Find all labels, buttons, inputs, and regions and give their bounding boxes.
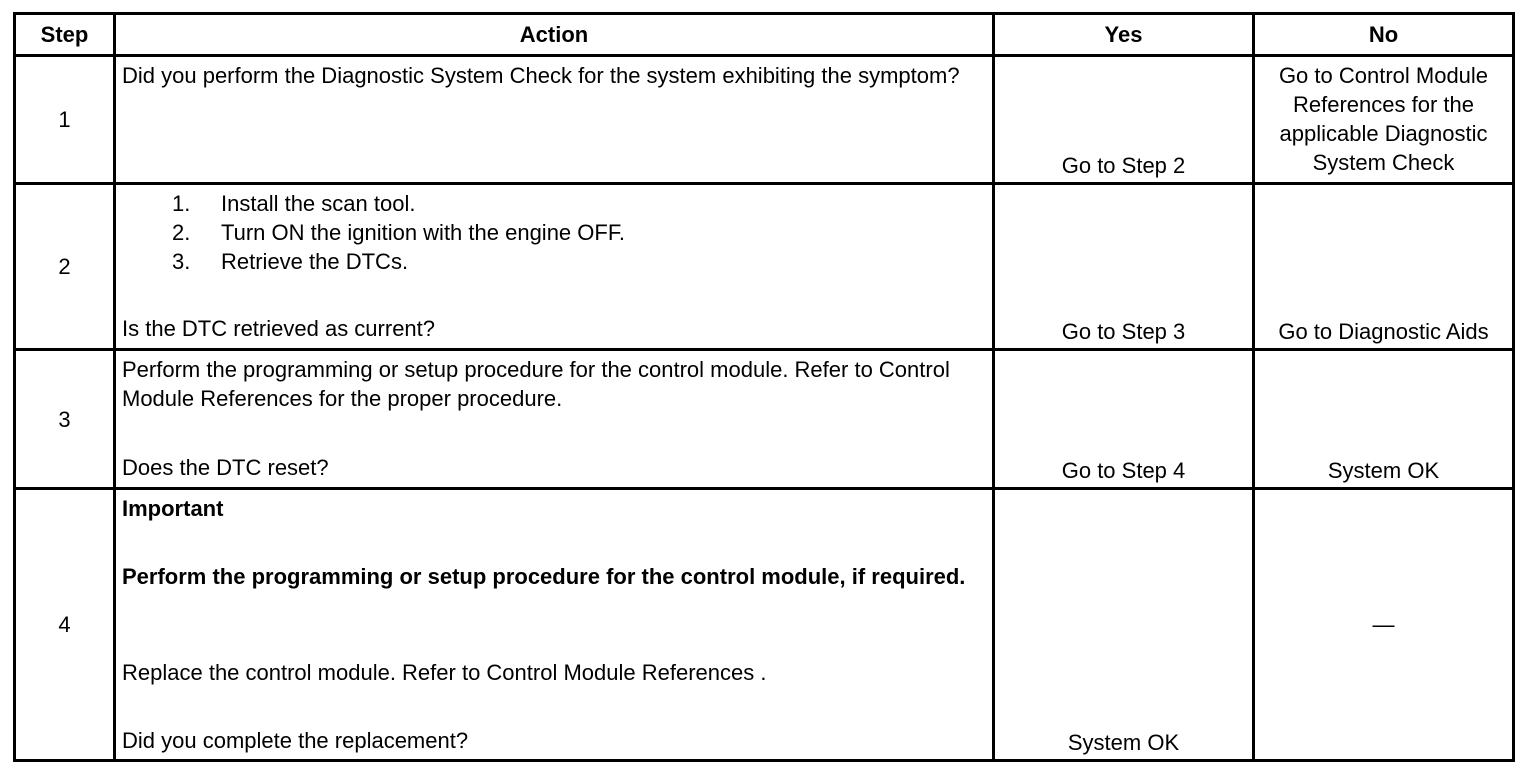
step-number: 4 (58, 612, 71, 637)
procedure-list (122, 189, 992, 276)
list-item: 2. Turn ON the ignition with the engine OFF. (172, 220, 625, 245)
header-step: Step (40, 22, 89, 47)
yes-result: Go to Step 2 (1061, 153, 1186, 178)
header-yes: Yes (1104, 22, 1143, 47)
list-item: 1. Install the scan tool. (172, 191, 416, 216)
list-item: 3. Retrieve the DTCs. (172, 249, 409, 274)
header-no: No (1368, 22, 1399, 47)
diagnostic-table (13, 12, 1515, 762)
no-result: System OK (1327, 458, 1440, 483)
step-number: 3 (58, 406, 71, 432)
action-text: Perform the programming or setup procedure for the control module. Refer to Control Module References for the proper procedure. (122, 357, 950, 411)
action-cell (116, 494, 992, 759)
header-action: Action (519, 22, 589, 47)
action-question: Did you perform the Diagnostic System Check for the system exhibiting the symptom? (122, 63, 960, 88)
important-text: Perform the programming or setup procedure for the control module, if required. (122, 564, 966, 589)
action-question: Is the DTC retrieved as current? (122, 316, 436, 341)
step-number: 2 (58, 254, 71, 279)
action-cell (116, 189, 992, 348)
yes-result: Go to Step 3 (1061, 319, 1186, 344)
action-text: Replace the control module. Refer to Control Module References . (122, 660, 767, 685)
yes-result: System OK (1067, 730, 1180, 755)
action-cell (116, 355, 992, 487)
no-result: Go to Diagnostic Aids (1278, 319, 1489, 344)
yes-result: Go to Step 4 (1061, 458, 1186, 483)
no-result: Go to Control Module References for the applicable Diagnostic System Check (1278, 63, 1489, 175)
action-question: Does the DTC reset? (122, 455, 329, 480)
step-number: 1 (58, 107, 71, 132)
no-result: — (1372, 612, 1395, 637)
action-question: Did you complete the replacement? (122, 728, 469, 753)
important-label: Important (122, 496, 224, 521)
